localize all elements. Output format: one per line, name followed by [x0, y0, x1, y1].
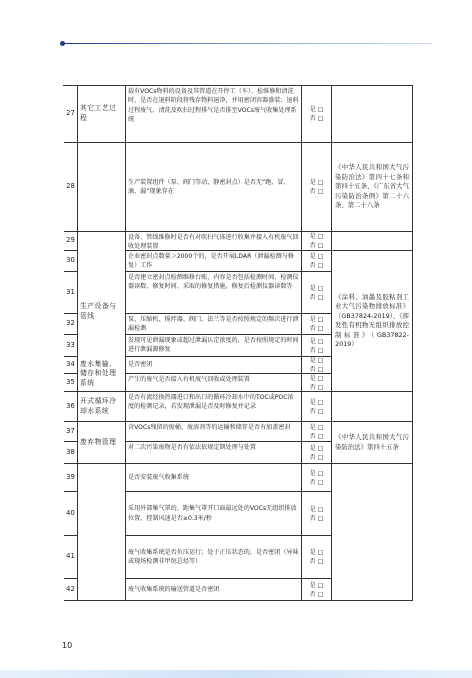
check-item: 是否建立密封点检测维修台账，内容是否包括检测时间、检测仪器读数、修复时间、采取的修复措施、修复后检测仪器读数等: [126, 272, 302, 314]
regulation-law-b: 《涂料、油墨及胶粘剂工业大气污染物排放标准》（GB37824-2019）、《挥发性有机物无组织排放控制标准》（GB37822-2019）: [332, 251, 413, 392]
check-item: 对二次污染废物是否有依法依规定期处理与处置: [126, 442, 302, 464]
row-number: 28: [64, 143, 78, 232]
regulation-law-a: 《中华人民共和国大气污染防治法》第四十七条和第四十五条、《广东省大气污染防治条例》第二十六条、第二十八条: [332, 143, 413, 232]
yes-no-checkbox[interactable]: 是 □ 否 □: [302, 442, 332, 464]
category-cell: [78, 464, 126, 601]
row-number: 30: [64, 251, 78, 272]
yes-no-checkbox[interactable]: 是 □ 否 □: [302, 464, 332, 492]
footer-band: [0, 670, 472, 678]
category-solid-waste: 废弃物管理: [78, 422, 126, 464]
header-rule: [62, 43, 432, 44]
row-number: 36: [64, 392, 78, 422]
row-number: 40: [64, 492, 78, 536]
regulation-cell: [332, 86, 413, 143]
regulation-law-c: 《中华人民共和国大气污染防治法》第四十五条: [332, 422, 413, 464]
row-number: 35: [64, 374, 78, 392]
check-item: 是否有流经换热器进口和出口的循环冷却水中的TOC或POC浓度的检测记录，若发现泄漏是否及时修复并记录: [126, 392, 302, 422]
check-item: 废气收集系统的输送管道是否密闭: [126, 579, 302, 601]
yes-no-checkbox[interactable]: 是 □ 否 □: [302, 143, 332, 232]
yes-no-checkbox[interactable]: 是 □ 否 □: [302, 374, 332, 392]
check-item: 产生的废气是否接入有机废气回收或处理装置: [126, 374, 302, 392]
regulation-cell: [332, 464, 413, 601]
row-number: 34: [64, 357, 78, 374]
row-number: 39: [64, 464, 78, 492]
yes-no-checkbox[interactable]: 是 □ 否 □: [302, 251, 332, 272]
category-cooling: 开式循环冷却水系统: [78, 392, 126, 422]
row-number: 29: [64, 232, 78, 251]
yes-no-checkbox[interactable]: 是 □ 否 □: [302, 492, 332, 536]
category-cell: [78, 143, 126, 232]
check-item: 载有VOCs物料的设备及其管道在开停工（车）、检维修和清洗时，是否在退料阶段将残存物料退净，并用密闭容器盛装；退料过程废气、清洗及吹扫过程排气是否排至VOCs废气收集处理系统: [126, 86, 302, 143]
yes-no-checkbox[interactable]: 是 □ 否 □: [302, 232, 332, 251]
category-wastewater: 废水集输、储存和处理系统: [78, 357, 126, 392]
row-number: 31: [64, 272, 78, 314]
inspection-table: [63, 85, 413, 598]
check-item: 废气收集系统是否负压运行；处于正压状态的，是否密闭（异味或现场检测非甲烷总烃等）: [126, 536, 302, 579]
yes-no-checkbox[interactable]: 是 □ 否 □: [302, 86, 332, 143]
row-number: 37: [64, 422, 78, 442]
yes-no-checkbox[interactable]: 是 □ 否 □: [302, 422, 332, 442]
check-item: 生产装置组件（泵、阀门等动、静密封点）是否无“跑、冒、滴、漏”现象存在: [126, 143, 302, 232]
check-item: 泵、压缩机、搅拌器、阀门、法兰等是否按照规定的频次进行泄漏检测: [126, 314, 302, 335]
regulation-cell: [332, 392, 413, 422]
check-item: 企业密封点数量＞2000个的，是否开展LDAR（泄漏检测与修复）工作: [126, 251, 302, 272]
yes-no-checkbox[interactable]: 是 □ 否 □: [302, 536, 332, 579]
row-number: 42: [64, 579, 78, 601]
yes-no-checkbox[interactable]: 是 □ 否 □: [302, 579, 332, 601]
page-number: 10: [62, 641, 73, 650]
check-item: 是否安装废气收集系统: [126, 464, 302, 492]
check-item: 发现可见泄漏现象或超过泄漏认定浓度的，是否按照规定的时间进行泄漏源修复: [126, 335, 302, 357]
category-other-process: 其它工艺过程: [78, 86, 126, 143]
yes-no-checkbox[interactable]: 是 □ 否 □: [302, 314, 332, 335]
regulation-cell: [332, 232, 413, 251]
yes-no-checkbox[interactable]: 是 □ 否 □: [302, 357, 332, 374]
check-item: 采用外部集气罩的，距集气罩开口面最远处的VOCs无组织排放位置，控制风速是否≥0.3米/秒: [126, 492, 302, 536]
yes-no-checkbox[interactable]: 是 □ 否 □: [302, 335, 332, 357]
row-number: 41: [64, 536, 78, 579]
check-item: 设备、管线维修时是否有对吹扫气体进行收集并接入有机废气回收处理装置: [126, 232, 302, 251]
yes-no-checkbox[interactable]: 是 □ 否 □: [302, 272, 332, 314]
check-item: 是否密闭: [126, 357, 302, 374]
row-number: 33: [64, 335, 78, 357]
category-production-pipeline: 生产设备与管线: [78, 232, 126, 392]
row-number: 27: [64, 86, 78, 143]
row-number: 32: [64, 314, 78, 335]
yes-no-checkbox[interactable]: 是 □ 否 □: [302, 392, 332, 422]
check-item: 含VOCs残留的废桶、废溶剂等的运输和储存是否有加盖密封: [126, 422, 302, 442]
row-number: 38: [64, 442, 78, 464]
